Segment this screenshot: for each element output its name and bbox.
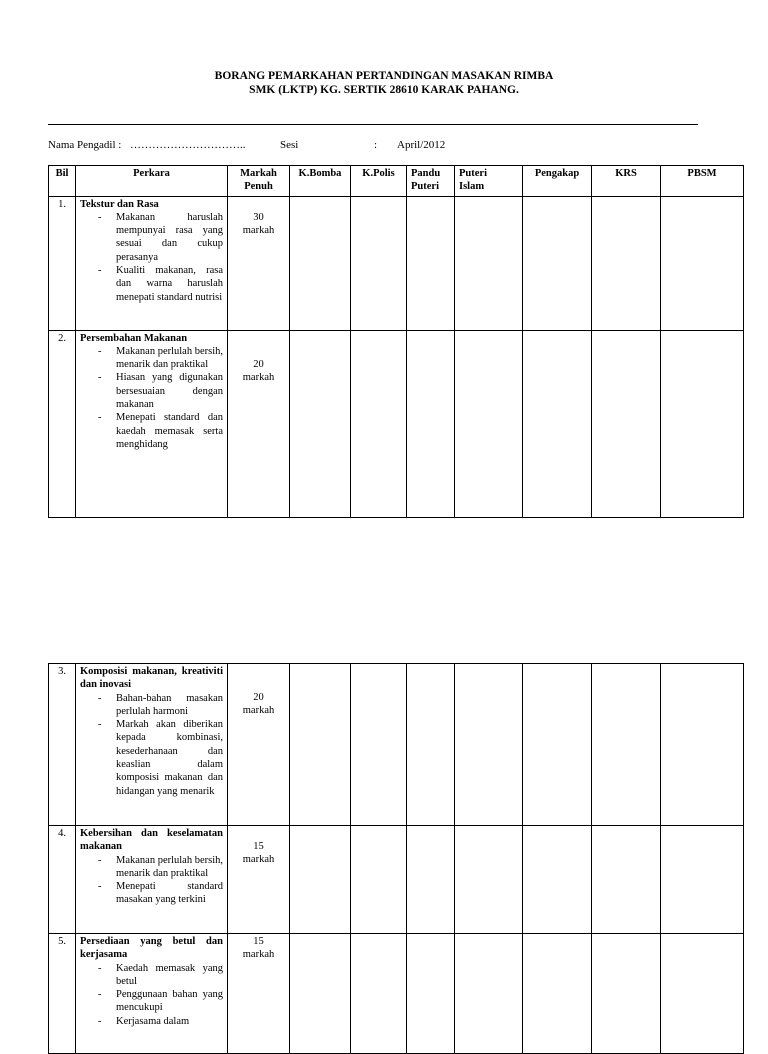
score-cell-pandu-puteri[interactable] <box>407 330 455 517</box>
session-label: Sesi <box>280 139 299 151</box>
criteria-item: - Kerjasama dalam <box>80 1015 223 1028</box>
score-cell-krs[interactable] <box>592 934 661 1054</box>
table-row <box>49 934 744 1054</box>
score-cell-kbomba[interactable] <box>290 196 351 330</box>
full-mark-cell: 15 markah <box>228 934 290 1054</box>
score-cell-pengakap[interactable] <box>523 664 592 826</box>
full-mark-cell: 15 markah <box>228 826 290 934</box>
criteria-item: - Makanan haruslah mempunyai rasa yang sesuai dan cukup perasanya <box>80 211 223 264</box>
score-cell-pbsm[interactable] <box>661 934 744 1054</box>
score-cell-pbsm[interactable] <box>661 196 744 330</box>
table-row <box>49 196 744 330</box>
session-date: April/2012 <box>397 139 446 151</box>
form-title-line1: BORANG PEMARKAHAN PERTANDINGAN MASAKAN RIMBA <box>214 70 554 82</box>
criteria-item: - Kualiti makanan, rasa dan warna haruslah menepati standard nutrisi <box>80 264 223 304</box>
criteria-item: - Menepati standard dan kaedah memasak serta menghidang <box>80 411 223 451</box>
criteria-item: - Bahan-bahan masakan perlulah harmoni <box>80 692 223 719</box>
table-row <box>49 330 744 517</box>
col-pbsm: PBSM <box>661 166 744 197</box>
row-number: 4. <box>49 826 76 934</box>
table-row <box>49 826 744 934</box>
score-cell-pandu-puteri[interactable] <box>407 196 455 330</box>
header-divider <box>48 124 698 125</box>
criteria-title: Persediaan yang betul dan kerjasama <box>80 936 223 961</box>
criteria-item: - Makanan perlulah bersih, menarik dan praktikal <box>80 854 223 881</box>
criteria-item: - Penggunaan bahan yang mencukupi <box>80 988 223 1015</box>
col-bil: Bil <box>49 166 76 197</box>
row-number: 3. <box>49 664 76 826</box>
score-cell-pandu-puteri[interactable] <box>407 934 455 1054</box>
criteria-title: Komposisi makanan, kreativiti dan inovasi <box>80 666 223 691</box>
score-cell-kbomba[interactable] <box>290 934 351 1054</box>
criteria-cell <box>76 934 228 1054</box>
criteria-title: Persembahan Makanan <box>80 332 188 344</box>
score-cell-pengakap[interactable] <box>523 330 592 517</box>
row-number: 2. <box>49 330 76 517</box>
full-mark-cell: 20 markah <box>228 664 290 826</box>
score-cell-krs[interactable] <box>592 330 661 517</box>
judge-name-label: Nama Pengadil : <box>48 139 122 151</box>
score-cell-pandu-puteri[interactable] <box>407 664 455 826</box>
col-pandu-puteri: Pandu Puteri <box>407 166 455 197</box>
col-puteri-islam: Puteri Islam <box>455 166 523 197</box>
col-pengakap: Pengakap <box>523 166 592 197</box>
score-cell-krs[interactable] <box>592 826 661 934</box>
score-cell-pengakap[interactable] <box>523 934 592 1054</box>
table-row <box>49 664 744 826</box>
score-cell-kpolis[interactable] <box>351 934 407 1054</box>
criteria-cell <box>76 664 228 826</box>
score-cell-kpolis[interactable] <box>351 330 407 517</box>
session-colon: : <box>374 139 378 151</box>
score-cell-kpolis[interactable] <box>351 196 407 330</box>
score-cell-puteri-islam[interactable] <box>455 664 523 826</box>
row-number: 1. <box>49 196 76 330</box>
col-kpolis: K.Polis <box>351 166 407 197</box>
score-cell-puteri-islam[interactable] <box>455 330 523 517</box>
score-cell-pbsm[interactable] <box>661 826 744 934</box>
col-perkara: Perkara <box>76 166 228 197</box>
score-cell-pengakap[interactable] <box>523 826 592 934</box>
judge-name-field[interactable]: ………………………….. <box>130 139 246 151</box>
score-cell-pbsm[interactable] <box>661 664 744 826</box>
criteria-item: - Hiasan yang digunakan bersesuaian dengan makanan <box>80 371 223 411</box>
score-cell-pandu-puteri[interactable] <box>407 826 455 934</box>
score-cell-krs[interactable] <box>592 196 661 330</box>
criteria-item: - Menepati standard masakan yang terkini <box>80 880 223 907</box>
criteria-item: - Makanan perlulah bersih, menarik dan praktikal <box>80 345 223 372</box>
scoring-table-page2 <box>48 663 744 1054</box>
score-cell-kbomba[interactable] <box>290 826 351 934</box>
criteria-cell <box>76 330 228 517</box>
score-cell-kbomba[interactable] <box>290 330 351 517</box>
criteria-cell <box>76 196 228 330</box>
criteria-title: Kebersihan dan keselamatan makanan <box>80 828 223 853</box>
criteria-title: Tekstur dan Rasa <box>80 198 159 210</box>
score-cell-puteri-islam[interactable] <box>455 826 523 934</box>
criteria-cell <box>76 826 228 934</box>
full-mark-cell: 20 markah <box>228 330 290 517</box>
criteria-item: - Kaedah memasak yang betul <box>80 962 223 989</box>
score-cell-kbomba[interactable] <box>290 664 351 826</box>
score-cell-kpolis[interactable] <box>351 664 407 826</box>
table-header-row <box>49 166 744 197</box>
full-mark-cell: 30 markah <box>228 196 290 330</box>
score-cell-pengakap[interactable] <box>523 196 592 330</box>
col-krs: KRS <box>592 166 661 197</box>
score-cell-puteri-islam[interactable] <box>455 934 523 1054</box>
col-kbomba: K.Bomba <box>290 166 351 197</box>
col-markah-penuh: Markah Penuh <box>228 166 290 197</box>
score-cell-pbsm[interactable] <box>661 330 744 517</box>
form-title-line2: SMK (LKTP) KG. SERTIK 28610 KARAK PAHANG. <box>249 84 519 96</box>
score-cell-puteri-islam[interactable] <box>455 196 523 330</box>
row-number: 5. <box>49 934 76 1054</box>
criteria-item: - Markah akan diberikan kepada kombinasi, kesederhanaan dan keaslian dalam komposisi makanan dan hidangan yang menarik <box>80 718 223 798</box>
score-cell-kpolis[interactable] <box>351 826 407 934</box>
scoring-table-page1 <box>48 165 744 518</box>
score-cell-krs[interactable] <box>592 664 661 826</box>
